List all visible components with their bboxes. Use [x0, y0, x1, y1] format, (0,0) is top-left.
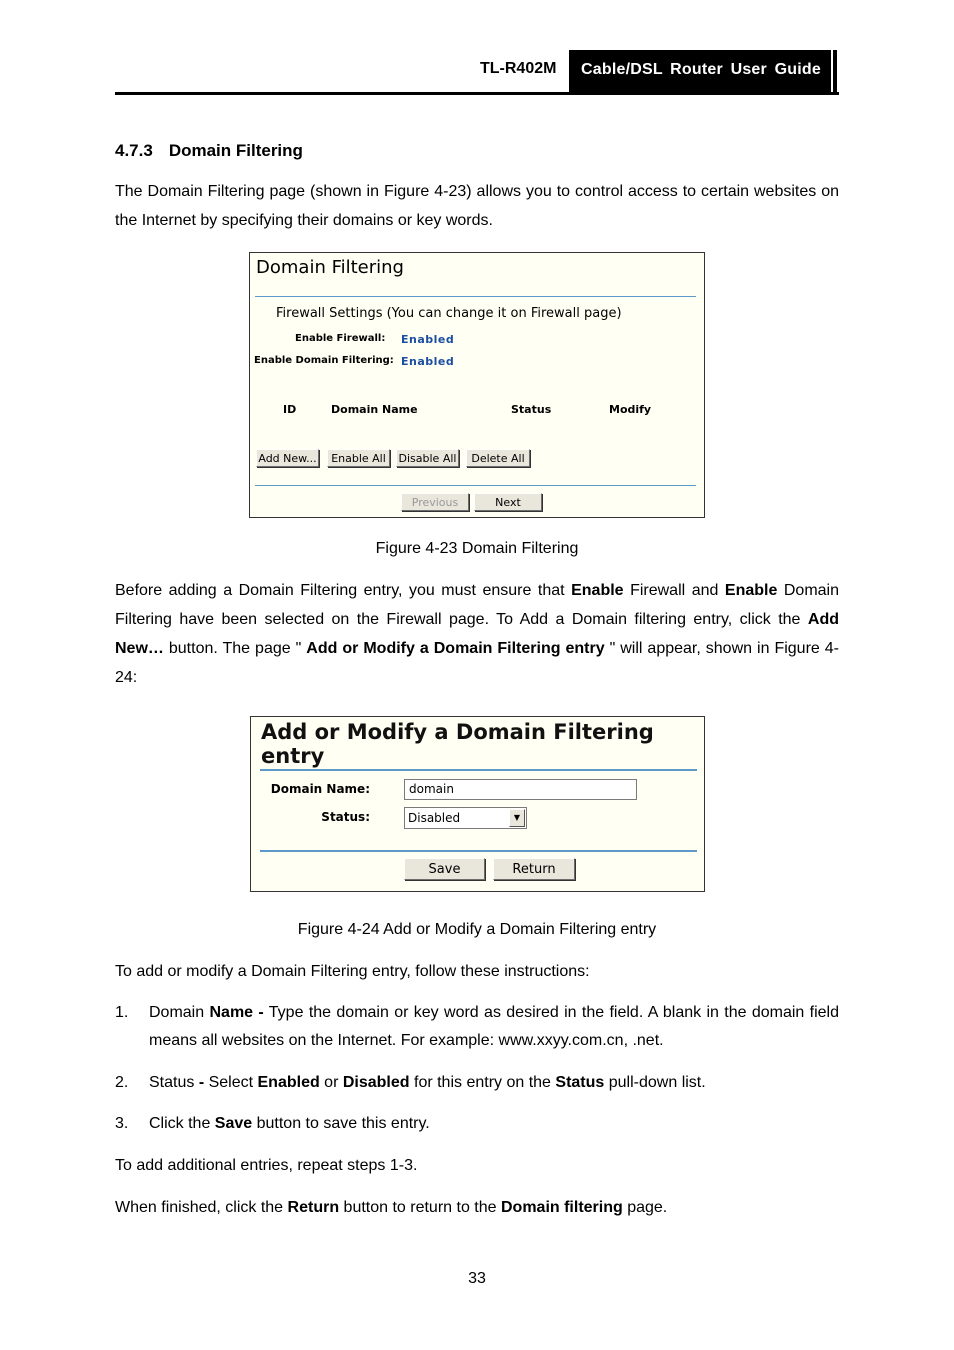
header-rule	[115, 92, 839, 95]
section-title: Domain Filtering	[168, 141, 303, 160]
page-number: 33	[468, 1270, 486, 1287]
disable-all-button[interactable]: Disable All	[396, 449, 459, 467]
step-1-number: 1.	[115, 1004, 129, 1021]
delete-all-button[interactable]: Delete All	[466, 449, 530, 467]
previous-button[interactable]: Previous	[401, 493, 469, 511]
column-status: Status	[511, 403, 552, 416]
save-button[interactable]: Save	[404, 858, 485, 880]
add-entry-paragraph	[115, 576, 839, 692]
step-2-text-1: Status	[149, 1074, 199, 1091]
step-2-bold-status: Status	[555, 1074, 605, 1091]
figure2-top-rule	[260, 769, 697, 771]
step-3-number: 3.	[115, 1115, 129, 1132]
step-2-text-2: Select	[204, 1074, 258, 1091]
finish-paragraph	[115, 1193, 839, 1222]
figure1-caption: Figure 4-23 Domain Filtering	[375, 540, 579, 557]
status-label: Status:	[321, 810, 370, 824]
step-3	[115, 1110, 839, 1138]
instructions-intro: To add or modify a Domain Filtering entry, follow these instructions:	[115, 963, 590, 980]
status-select[interactable]	[404, 807, 527, 829]
para2-text-2: Firewall and	[623, 582, 725, 599]
step-3-text-1: Click the	[149, 1115, 215, 1132]
intro-paragraph: The Domain Filtering page (shown in Figure 4-23) allows you to control access to certain websites on the Internet by specifying their domains or key words.	[115, 183, 839, 229]
enable-firewall-label: Enable Firewall:	[295, 333, 386, 344]
para2-text-5: " will appear, shown in Figure 4-24:	[115, 640, 839, 686]
figure1-top-rule	[255, 296, 696, 297]
add-new-button[interactable]: Add New...	[256, 449, 319, 467]
step-1-bold: Name -	[209, 1004, 264, 1021]
para2-bold-enable-1: Enable	[571, 582, 624, 599]
para2-text-3: Domain Filtering have been selected on the Firewall page. To Add a Domain filtering entry, click the	[115, 582, 840, 628]
repeat-note: To add additional entries, repeat steps 1-3.	[115, 1157, 418, 1174]
step-2	[115, 1069, 839, 1097]
return-button[interactable]: Return	[493, 858, 575, 880]
enable-firewall-value: Enabled	[401, 333, 455, 346]
step-1-text-2: Type the domain or key word as desired in the field. A blank in the domain field means all websites on the Internet. For example: www.xxyy.com.cn, .net.	[149, 1004, 839, 1049]
figure2-title: Add or Modify a Domain Filtering entry	[261, 720, 654, 768]
para2-bold-add-new: Add New…	[115, 611, 839, 657]
step-2-text-5: pull-down list.	[604, 1074, 706, 1091]
step-2-text-3: or	[319, 1074, 343, 1091]
step-3-text-2: button to save this entry.	[252, 1115, 430, 1132]
chevron-down-icon[interactable]: ▼	[509, 809, 525, 827]
finish-text-1: When finished, click the	[115, 1199, 288, 1216]
finish-bold-domain-filtering: Domain filtering	[500, 1199, 623, 1216]
figure1-title: Domain Filtering	[256, 257, 404, 278]
enable-domain-filtering-value: Enabled	[401, 355, 455, 368]
figure1-bottom-rule	[255, 485, 696, 486]
step-1-text-1: Domain	[149, 1004, 210, 1021]
header-guide-title: Cable/DSL Router User Guide	[569, 50, 837, 93]
step-2-bold-enabled: Enabled	[257, 1074, 320, 1091]
step-3-bold-save: Save	[214, 1115, 253, 1132]
figure-domain-filtering	[249, 252, 705, 518]
para2-text-1: Before adding a Domain Filtering entry, you must ensure that	[115, 582, 572, 599]
figure-add-modify-entry	[250, 716, 705, 892]
step-1	[115, 999, 839, 1055]
para2-bold-page-name: Add or Modify a Domain Filtering entry	[306, 640, 605, 657]
finish-bold-return: Return	[287, 1199, 340, 1216]
enable-domain-filtering-label: Enable Domain Filtering:	[254, 355, 394, 366]
step-2-number: 2.	[115, 1074, 129, 1091]
column-id: ID	[283, 403, 297, 416]
finish-text-2: button to return to the	[339, 1199, 501, 1216]
section-heading	[115, 141, 303, 161]
figure2-caption: Figure 4-24 Add or Modify a Domain Filtering entry	[297, 921, 657, 938]
step-2-text-4: for this entry on the	[409, 1074, 556, 1091]
domain-name-label: Domain Name:	[270, 782, 370, 796]
para2-text-4: button. The page "	[163, 640, 307, 657]
status-select-value: Disabled	[408, 811, 461, 825]
column-modify: Modify	[609, 403, 652, 416]
figure1-subtitle: Firewall Settings (You can change it on Firewall page)	[276, 306, 622, 321]
enable-all-button[interactable]: Enable All	[327, 449, 390, 467]
section-number: 4.7.3	[115, 141, 153, 160]
figure2-bottom-rule	[260, 850, 697, 852]
header-model: TL-R402M	[480, 60, 557, 77]
finish-text-3: page.	[622, 1199, 668, 1216]
column-domain-name: Domain Name	[331, 403, 418, 416]
para2-bold-enable-2: Enable	[724, 582, 778, 599]
step-2-bold-dash: -	[198, 1074, 205, 1091]
step-2-bold-disabled: Disabled	[342, 1074, 410, 1091]
next-button[interactable]: Next	[474, 493, 542, 511]
domain-name-input[interactable]: domain	[404, 779, 637, 800]
